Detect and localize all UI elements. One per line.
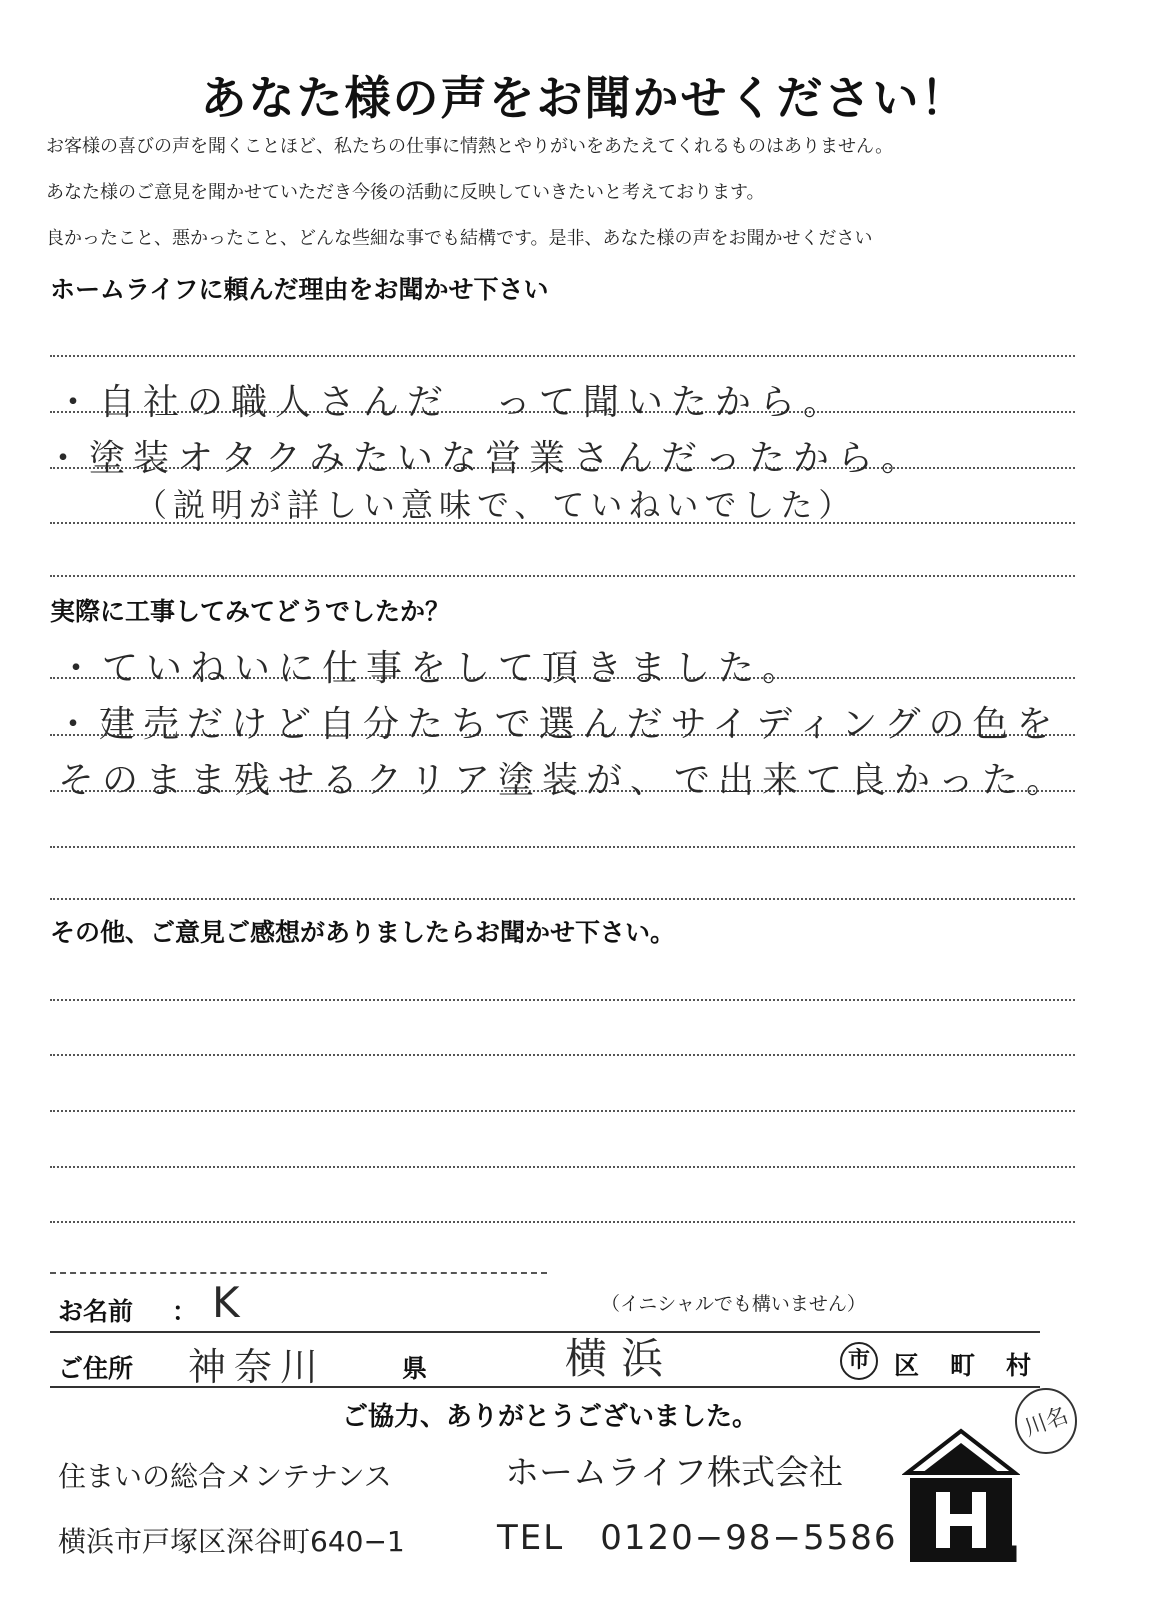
section3-heading: その他、ご意見ご感想がありましたらお聞かせ下さい。 xyxy=(50,918,676,947)
intro-line-3: 良かったこと、悪かったこと、どんな些細な事でも結構です。是非、あなた様の声をお聞かせください xyxy=(46,228,873,249)
city-circled-label: 市 xyxy=(840,1342,878,1380)
dotted-line xyxy=(50,1054,1075,1056)
address-label: ご住所 xyxy=(58,1354,134,1383)
name-value: K xyxy=(212,1278,248,1327)
dotted-line xyxy=(50,898,1075,900)
dotted-line xyxy=(50,999,1075,1001)
intro-line-1: お客様の喜びの声を聞くことほど、私たちの仕事に情熱とやりがいをあたえてくれるものはありません。 xyxy=(46,136,894,157)
name-top-line xyxy=(50,1272,547,1274)
dotted-line xyxy=(50,575,1075,577)
dotted-line xyxy=(50,846,1075,848)
section2-heading: 実際に工事してみてどうでしたか？ xyxy=(50,597,451,626)
city-label xyxy=(840,1342,878,1380)
dotted-line xyxy=(50,355,1075,357)
answer1-line-2: ・塗装オタクみたいな営業さんだったから。 xyxy=(45,438,926,479)
section1-heading: ホームライフに頼んだ理由をお聞かせ下さい xyxy=(50,275,549,304)
ward-label: 区 xyxy=(894,1351,920,1380)
footer-company: ホームライフ株式会社 xyxy=(505,1453,843,1493)
answer2-line-3: そのまま残せるクリア塗装が、で出来て良かった。 xyxy=(58,760,1071,801)
answer1-line-3: （説明が詳しい意味で、ていねいでした） xyxy=(135,486,857,524)
initials-note: （イニシャルでも構いません） xyxy=(601,1293,866,1315)
prefecture-label: 県 xyxy=(402,1354,428,1383)
dotted-line xyxy=(50,1110,1075,1112)
handwritten-stamp xyxy=(1010,1385,1082,1457)
prefecture-value: 神奈川 xyxy=(188,1345,327,1389)
name-underline xyxy=(50,1331,1040,1333)
company-logo xyxy=(902,1428,1020,1568)
name-label: お名前 xyxy=(58,1297,134,1326)
footer-tagline: 住まいの総合メンテナンス xyxy=(58,1460,392,1493)
footer-address: 横浜市戸塚区深谷町640−1 xyxy=(58,1525,405,1558)
thanks-message: ご協力、ありがとうございました。 xyxy=(341,1402,758,1432)
dotted-line xyxy=(50,1166,1075,1168)
answer2-line-1: ・ていねいに仕事をして頂きました。 xyxy=(58,648,807,689)
answer1-line-1: ・自社の職人さんだ って聞いたから。 xyxy=(55,382,848,423)
answer2-line-2: ・建売だけど自分たちで選んだサイディングの色を xyxy=(55,704,1061,745)
page-title: あなた様の声をお聞かせください！ xyxy=(200,71,969,125)
name-colon: ： xyxy=(172,1297,198,1326)
address-underline xyxy=(50,1386,1040,1388)
village-label: 村 xyxy=(1006,1351,1032,1380)
town-label: 町 xyxy=(950,1351,976,1380)
city-value: 横浜 xyxy=(565,1334,678,1383)
intro-line-2: あなた様のご意見を聞かせていただき今後の活動に反映していきたいと考えております。 xyxy=(46,182,765,203)
footer-tel: TEL 0120−98−5586 xyxy=(497,1518,898,1558)
dotted-line xyxy=(50,1221,1075,1223)
stamp-text: 川名 xyxy=(1021,1403,1072,1442)
